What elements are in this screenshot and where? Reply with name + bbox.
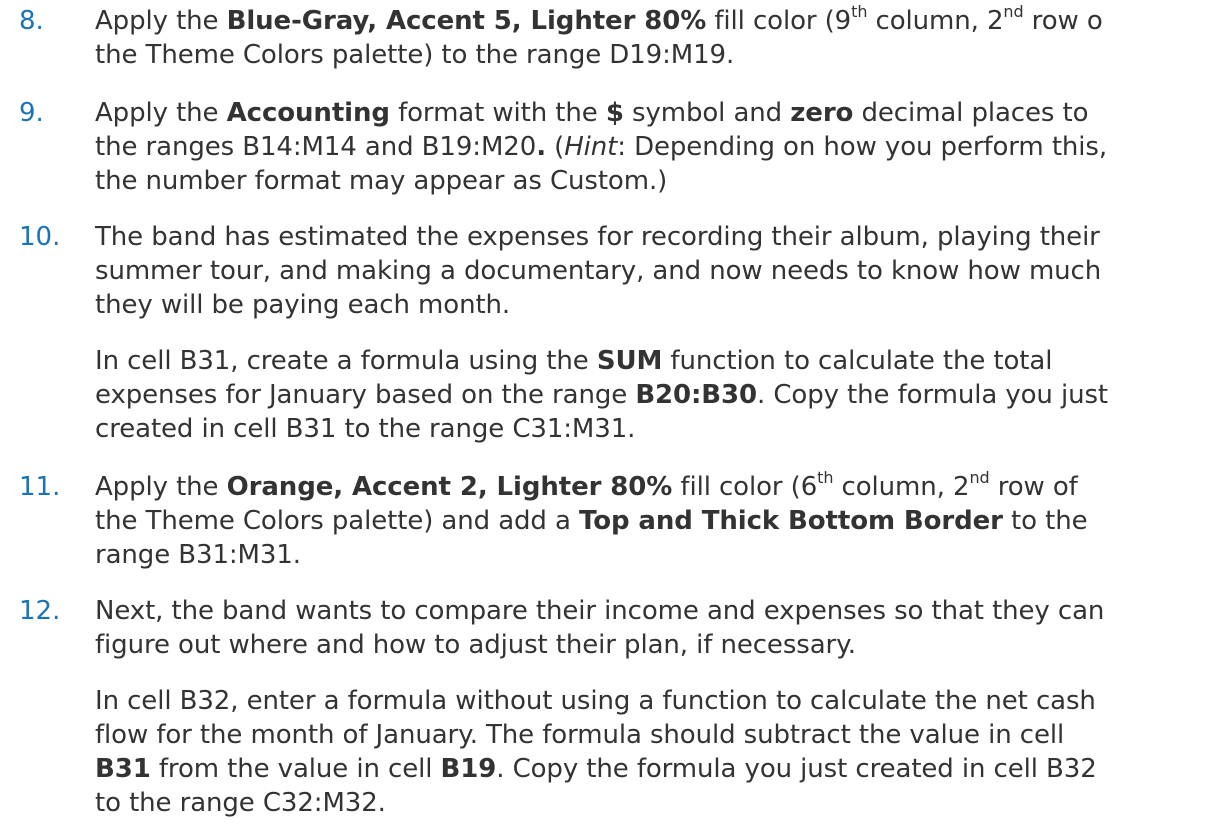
text-run: : Depending on how you perform this, <box>617 132 1108 162</box>
text-run: In cell B32, enter a formula without using a function to calculate the net cash <box>95 686 1096 716</box>
text-run: Apply the <box>95 472 227 502</box>
text-run: expenses for January based on the range <box>95 380 636 410</box>
text-run: The band has estimated the expenses for recording their album, playing their <box>95 222 1100 252</box>
text-run: . Copy the formula you just created in cell B32 <box>496 754 1097 784</box>
bold-text: B19 <box>440 754 497 784</box>
text-run: the Theme Colors palette) and add a <box>95 506 580 536</box>
text-run: column, 2 <box>833 472 970 502</box>
text-run: column, 2 <box>867 6 1004 36</box>
text-run: the Theme Colors palette) to the range D19:M19. <box>95 40 735 70</box>
bold-text: $ <box>605 98 624 128</box>
text-run: from the value in cell <box>150 754 441 784</box>
italic-text: Hint <box>564 132 618 162</box>
text-line <box>95 538 1210 572</box>
step-number: 12. <box>19 596 61 626</box>
bold-text: . <box>536 132 546 162</box>
text-line <box>95 344 1210 378</box>
text-run: row of <box>989 472 1078 502</box>
text-line <box>95 504 1210 538</box>
bold-text: B31 <box>95 754 151 784</box>
bold-text: Orange, Accent 2, Lighter 80% <box>226 472 673 502</box>
bold-text: Blue-Gray, Accent 5, Lighter 80% <box>226 6 707 36</box>
bold-text: Top and Thick Bottom Border <box>579 506 1003 536</box>
text-run: created in cell B31 to the range C31:M31. <box>95 414 636 444</box>
text-line <box>95 752 1210 786</box>
text-run: to the <box>1002 506 1088 536</box>
text-run: symbol and <box>623 98 791 128</box>
step-number: 8. <box>19 6 44 36</box>
text-run: the ranges B14:M14 and B19:M20 <box>95 132 537 162</box>
text-run: summer tour, and making a documentary, and now needs to know how much <box>95 256 1102 286</box>
step-number: 11. <box>19 472 61 502</box>
text-line <box>95 628 1210 662</box>
step-paragraph <box>95 594 1210 662</box>
ordinal-suffix: th <box>817 468 834 488</box>
bold-text: SUM <box>596 346 663 376</box>
text-run: Apply the <box>95 6 227 36</box>
text-line <box>95 220 1210 254</box>
bold-text: zero <box>790 98 854 128</box>
text-line <box>95 594 1210 628</box>
ordinal-suffix: nd <box>1003 2 1024 22</box>
text-run: ( <box>545 132 565 162</box>
ordinal-suffix: th <box>851 2 868 22</box>
text-run: format with the <box>389 98 606 128</box>
text-line <box>95 164 1210 198</box>
text-run: to the range C32:M32. <box>95 788 386 818</box>
text-run: Apply the <box>95 98 227 128</box>
text-run: they will be paying each month. <box>95 290 511 320</box>
text-run: function to calculate the total <box>662 346 1053 376</box>
text-run: decimal places to <box>853 98 1089 128</box>
step-number: 9. <box>19 98 44 128</box>
ordinal-suffix: nd <box>969 468 990 488</box>
step-paragraph <box>95 684 1210 820</box>
text-line <box>95 412 1210 446</box>
bold-text: Accounting <box>226 98 390 128</box>
text-line <box>95 96 1210 130</box>
text-line <box>95 254 1210 288</box>
text-run: row o <box>1023 6 1103 36</box>
step-number: 10. <box>19 222 61 252</box>
text-run: range B31:M31. <box>95 540 301 570</box>
text-line <box>95 288 1210 322</box>
text-run: fill color (9 <box>706 6 852 36</box>
text-line <box>95 4 1210 38</box>
text-line <box>95 718 1210 752</box>
text-line <box>95 38 1210 72</box>
text-run: Next, the band wants to compare their income and expenses so that they can <box>95 596 1105 626</box>
text-line <box>95 684 1210 718</box>
text-run: figure out where and how to adjust their plan, if necessary. <box>95 630 856 660</box>
text-run: fill color (6 <box>672 472 818 502</box>
step-paragraph <box>95 220 1210 322</box>
text-run: flow for the month of January. The formula should subtract the value in cell <box>95 720 1065 750</box>
step-paragraph <box>95 4 1210 72</box>
text-line <box>95 130 1210 164</box>
text-run: the number format may appear as Custom.) <box>95 166 668 196</box>
text-run: . Copy the formula you just <box>757 380 1108 410</box>
step-paragraph <box>95 470 1210 572</box>
text-run: In cell B31, create a formula using the <box>95 346 597 376</box>
text-line <box>95 786 1210 820</box>
text-line <box>95 378 1210 412</box>
text-line <box>95 470 1210 504</box>
step-paragraph <box>95 344 1210 446</box>
step-paragraph <box>95 96 1210 198</box>
bold-text: B20:B30 <box>635 380 758 410</box>
